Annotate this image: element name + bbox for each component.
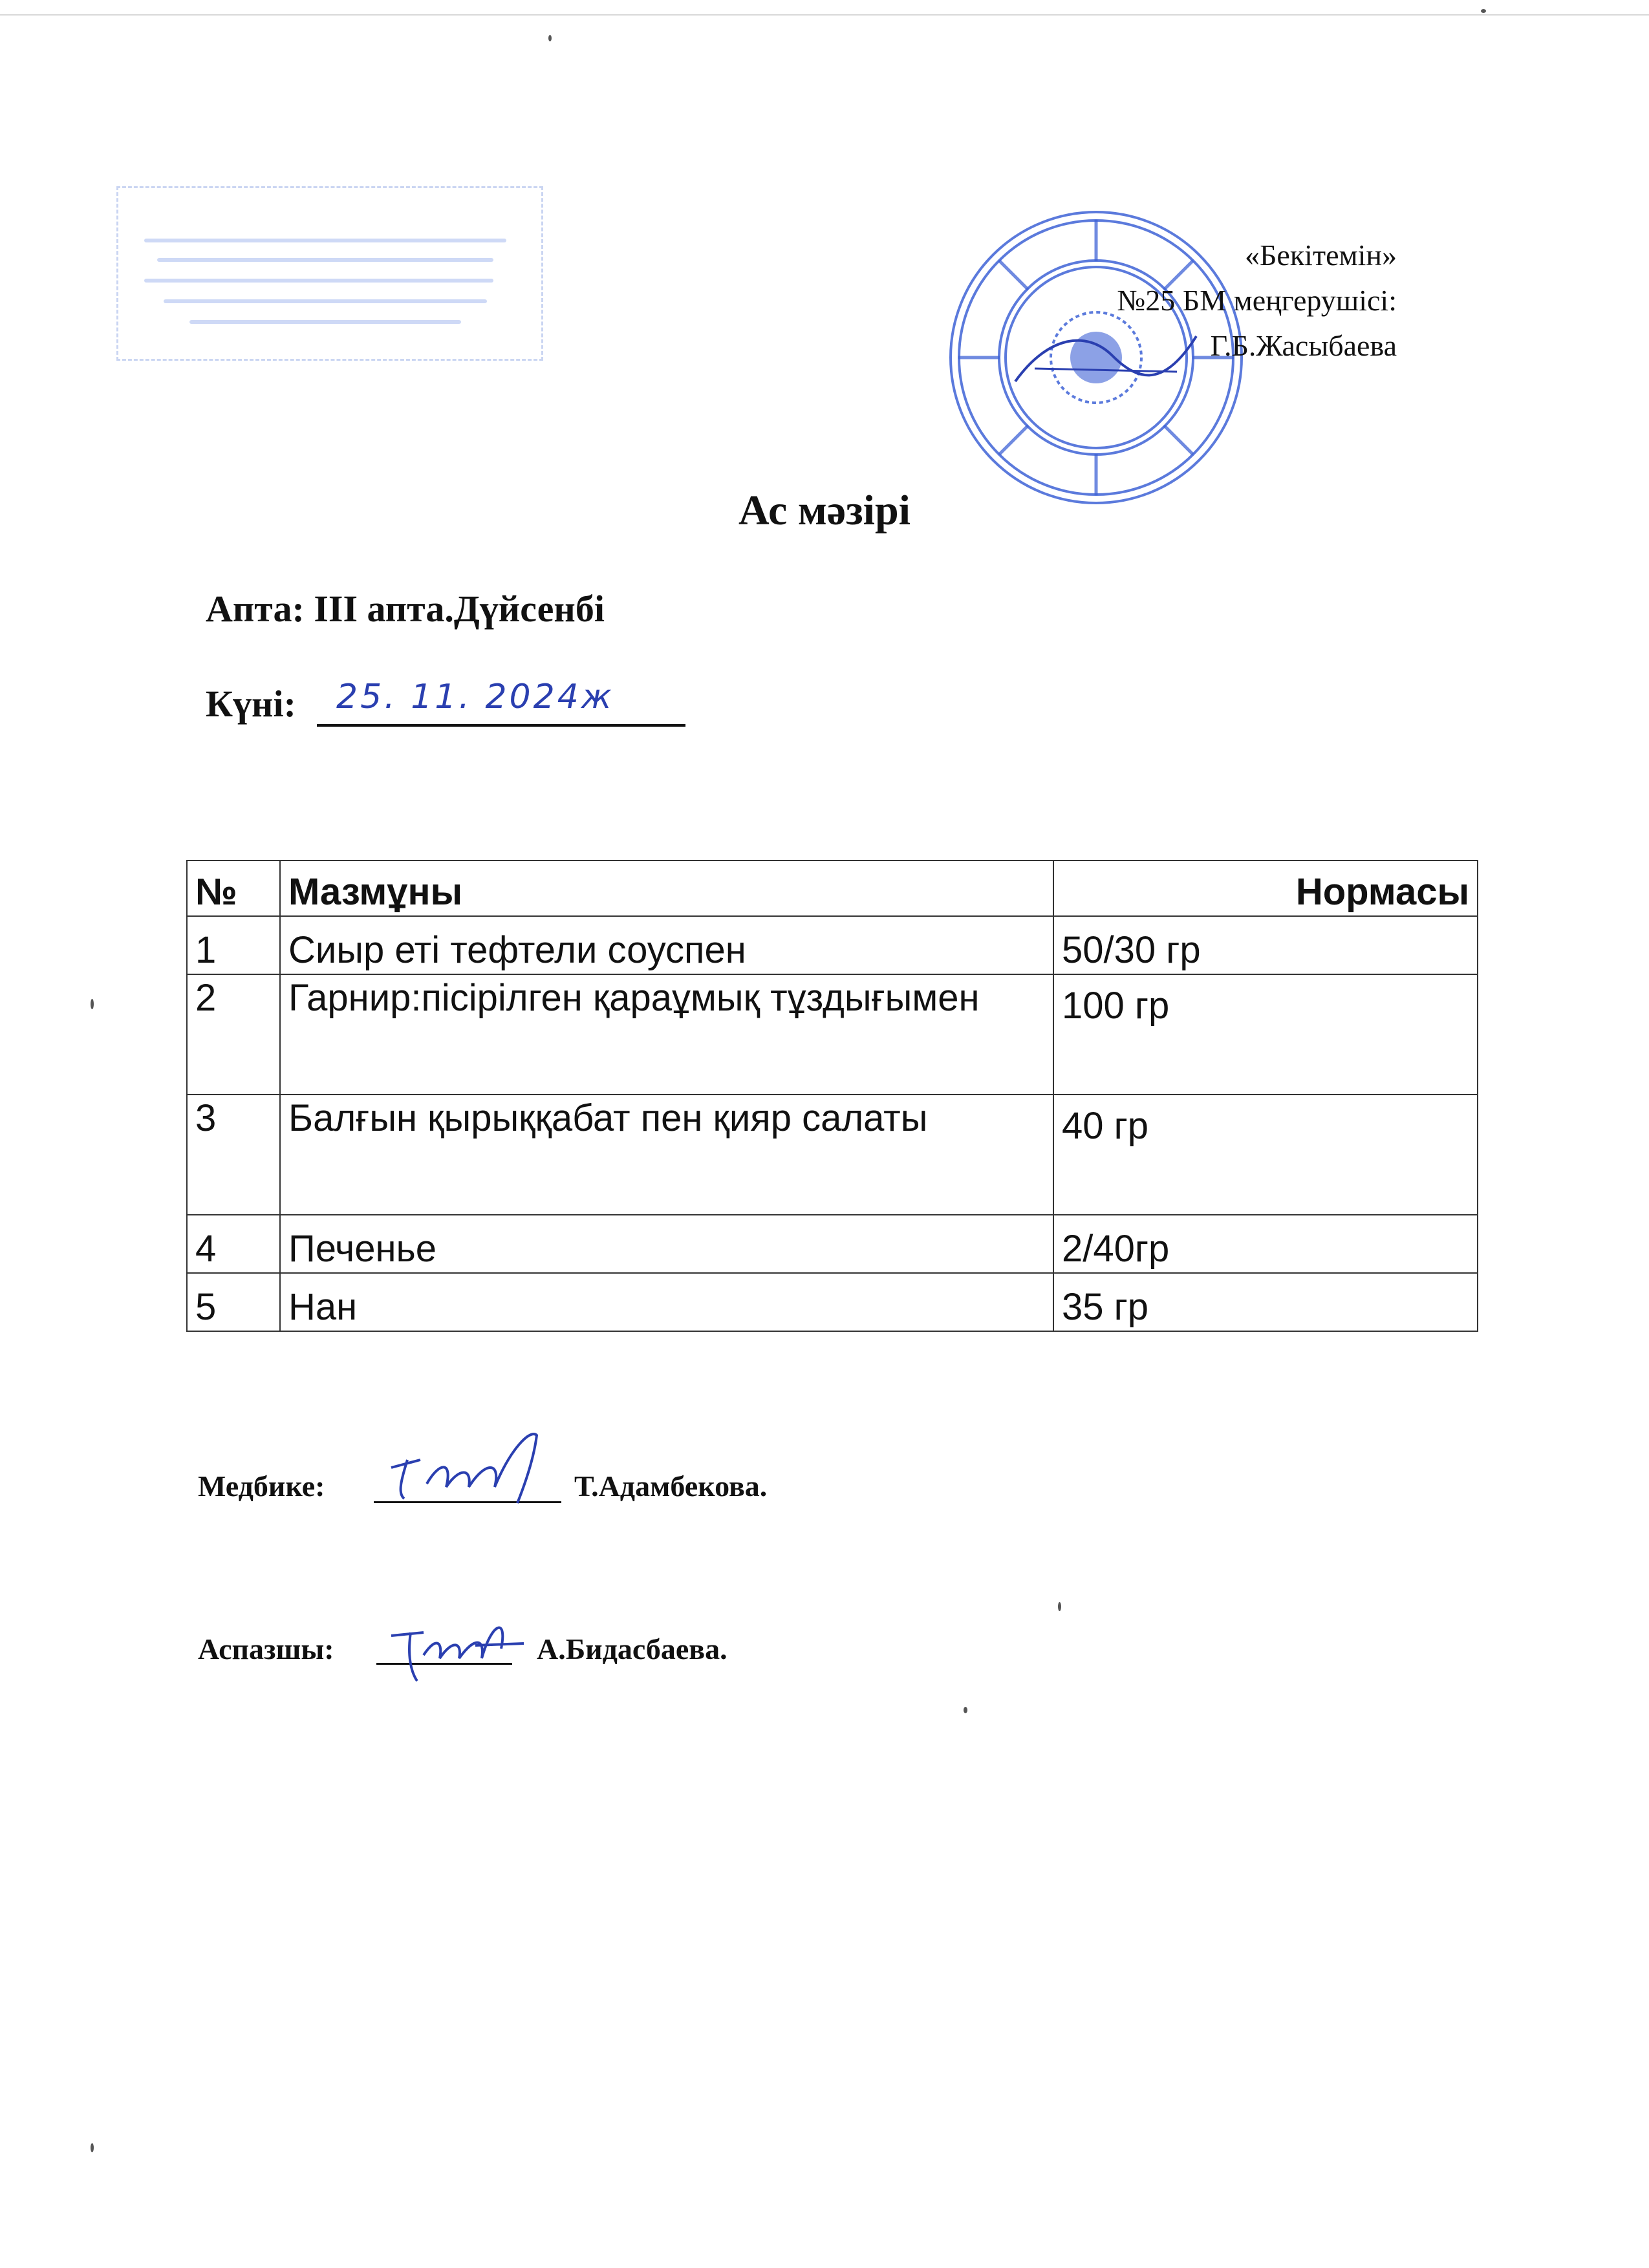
nurse-signature (382, 1422, 556, 1506)
table-row (187, 1273, 1478, 1331)
approval-line-1: «Бекітемін» (1245, 239, 1397, 272)
row-number: 2 (187, 974, 280, 1095)
page-title: Ас мәзірі (738, 487, 911, 534)
row-number: 3 (187, 1095, 280, 1215)
approval-line-2: №25 БМ меңгерушісі: (1117, 284, 1397, 317)
scan-border-line (0, 14, 1649, 16)
row-content: Нан (280, 1273, 1053, 1331)
row-content: Печенье (280, 1215, 1053, 1273)
header-norm: Нормасы (1053, 861, 1478, 916)
handwritten-date: 25. 11. 2024ж (336, 678, 614, 716)
cook-label: Аспазшы: (198, 1632, 334, 1665)
nurse-name: Т.Адамбекова. (574, 1470, 768, 1503)
scan-speck (91, 2143, 94, 2152)
row-norm: 100 гр (1053, 974, 1478, 1095)
approval-line-3: Г.Б.Жасыбаева (1210, 329, 1397, 362)
table-row (187, 1095, 1478, 1215)
date-label: Күні: (206, 683, 296, 725)
cook-signature (378, 1597, 527, 1687)
row-norm: 35 гр (1053, 1273, 1478, 1331)
row-content: Сиыр еті тефтели соуспен (280, 916, 1053, 974)
scan-speck (964, 1707, 967, 1713)
table-row (187, 916, 1478, 974)
row-number: 1 (187, 916, 280, 974)
menu-table (186, 860, 1478, 1332)
header-number: № (187, 861, 280, 916)
row-content: Балғын қырыққабат пен қияр салаты (280, 1095, 1053, 1215)
scan-speck (1058, 1602, 1061, 1611)
nurse-label: Медбике: (198, 1470, 325, 1503)
table-row (187, 974, 1478, 1095)
date-underline (317, 724, 685, 727)
scan-speck (548, 35, 552, 41)
table-header-row (187, 861, 1478, 916)
week-line: Апта: III апта.Дүйсенбі (206, 588, 605, 630)
cook-name: А.Бидасбаева. (537, 1632, 727, 1665)
row-norm: 2/40гр (1053, 1215, 1478, 1273)
rectangular-stamp (116, 186, 543, 361)
row-content: Гарнир:пісірілген қараұмық тұздығымен (280, 974, 1053, 1095)
header-content: Мазмұны (280, 861, 1053, 916)
scan-speck (1481, 9, 1486, 13)
row-norm: 40 гр (1053, 1095, 1478, 1215)
director-signature (1009, 310, 1203, 401)
row-norm: 50/30 гр (1053, 916, 1478, 974)
row-number: 5 (187, 1273, 280, 1331)
table-row (187, 1215, 1478, 1273)
scan-speck (91, 999, 94, 1009)
row-number: 4 (187, 1215, 280, 1273)
